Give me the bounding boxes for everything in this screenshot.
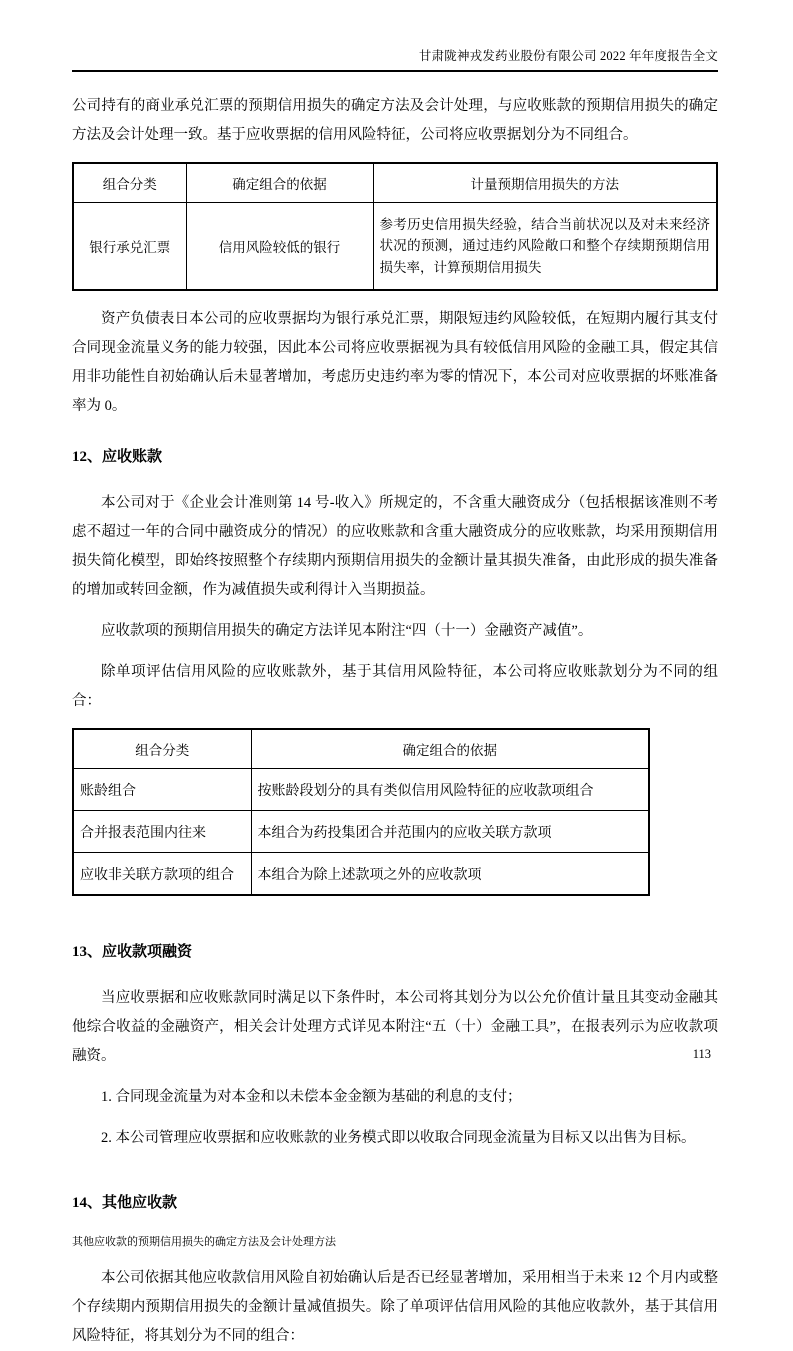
paragraph-other-receivables: 本公司依据其他应收款信用风险自初始确认后是否已经显著增加，采用相当于未来 12 个月内或整个存续期内预期信用损失的金额计量减值损失。除了单项评估信用风险的其他应收款外，基于其信用风险特征，将其划分为不同的组合： — [72, 1270, 718, 1344]
col-header-portfolio-basis: 确定组合的依据 — [186, 163, 373, 203]
table-row — [73, 203, 717, 291]
section-14-heading: 14、其他应收款 — [72, 1195, 178, 1211]
page-number: 113 — [692, 1047, 711, 1061]
paragraph-ar-policy: 本公司对于《企业会计准则第 14 号-收入》所规定的，不含重大融资成分（包括根据该准则不考虑不超过一年的合同中融资成分的情况）的应收账款和含重大融资成分的应收账款，均采用预期信用损失简化模型，即始终按照整个存续期内预期信用损失的金额计量其损失准备，由此形成的损失准备的增加或转回金额，作为减值损失或利得计入当期损益。 — [72, 495, 718, 598]
cell-portfolio-class: 银行承兑汇票 — [73, 203, 186, 291]
cell-portfolio-class: 应收非关联方款项的组合 — [73, 853, 251, 896]
cell-portfolio-basis: 信用风险较低的银行 — [186, 203, 373, 291]
paragraph-ar-grouping: 除单项评估信用风险的应收账款外，基于其信用风险特征，本公司将应收账款划分为不同的组合： — [72, 664, 718, 709]
bills-portfolio-table — [72, 162, 718, 291]
document-header-title: 甘肃陇神戎发药业股份有限公司 2022 年年度报告全文 — [418, 49, 718, 63]
cell-portfolio-basis: 按账龄段划分的具有类似信用风险特征的应收款项组合 — [251, 769, 649, 811]
paragraph-receivables-financing: 当应收票据和应收账款同时满足以下条件时，本公司将其划分为以公允价值计量且其变动金融其他综合收益的金融资产，相关会计处理方式详见本附注“五（十）金融工具”，在报表列示为应收款项融资。 — [72, 990, 718, 1064]
paragraph-bills-policy: 公司持有的商业承兑汇票的预期信用损失的确定方法及会计处理，与应收账款的预期信用损失的确定方法及会计处理一致。基于应收票据的信用风险特征，公司将应收票据划分为不同组合。 — [72, 98, 718, 143]
list-item-condition-1: 1. 合同现金流量为对本金和以未偿本金金额为基础的利息的支付； — [101, 1089, 522, 1105]
table-header-row — [73, 163, 717, 203]
header-divider — [72, 70, 718, 72]
col-header-ecl-method: 计量预期信用损失的方法 — [373, 163, 717, 203]
col-header-portfolio-class: 组合分类 — [73, 163, 186, 203]
cell-ecl-method: 参考历史信用损失经验，结合当前状况以及对未来经济状况的预测，通过违约风险敞口和整个存续期预期信用损失率，计算预期信用损失 — [373, 203, 717, 291]
section-12-heading: 12、应收账款 — [72, 449, 163, 465]
cell-portfolio-basis: 本组合为除上述款项之外的应收款项 — [251, 853, 649, 896]
paragraph-ar-ecl-reference: 应收款项的预期信用损失的确定方法详见本附注“四（十一）金融资产减值”。 — [101, 623, 593, 639]
ar-portfolio-table — [72, 728, 650, 896]
col-header-portfolio-basis: 确定组合的依据 — [251, 729, 649, 769]
section-13-heading: 13、应收款项融资 — [72, 944, 193, 960]
table-row-aging — [73, 769, 649, 811]
table-row-non-related — [73, 853, 649, 896]
table-row-consolidated — [73, 811, 649, 853]
paragraph-balance-sheet-date: 资产负债表日本公司的应收票据均为银行承兑汇票，期限短违约风险较低，在短期内履行其支付合同现金流量义务的能力较强，因此本公司将应收票据视为具有较低信用风险的金融工具，假定其信用非功能性自初始确认后未显著增加，考虑历史违约率为零的情况下，本公司对应收票据的坏账准备率为 0。 — [72, 311, 718, 414]
col-header-portfolio-class: 组合分类 — [73, 729, 251, 769]
cell-portfolio-basis: 本组合为药投集团合并范围内的应收关联方款项 — [251, 811, 649, 853]
list-item-condition-2: 2. 本公司管理应收票据和应收账款的业务模式即以收取合同现金流量为目标又以出售为目标。 — [101, 1130, 696, 1146]
table-header-row — [73, 729, 649, 769]
cell-portfolio-class: 账龄组合 — [73, 769, 251, 811]
section-14-subtitle: 其他应收款的预期信用损失的确定方法及会计处理方法 — [72, 1236, 336, 1248]
cell-portfolio-class: 合并报表范围内往来 — [73, 811, 251, 853]
